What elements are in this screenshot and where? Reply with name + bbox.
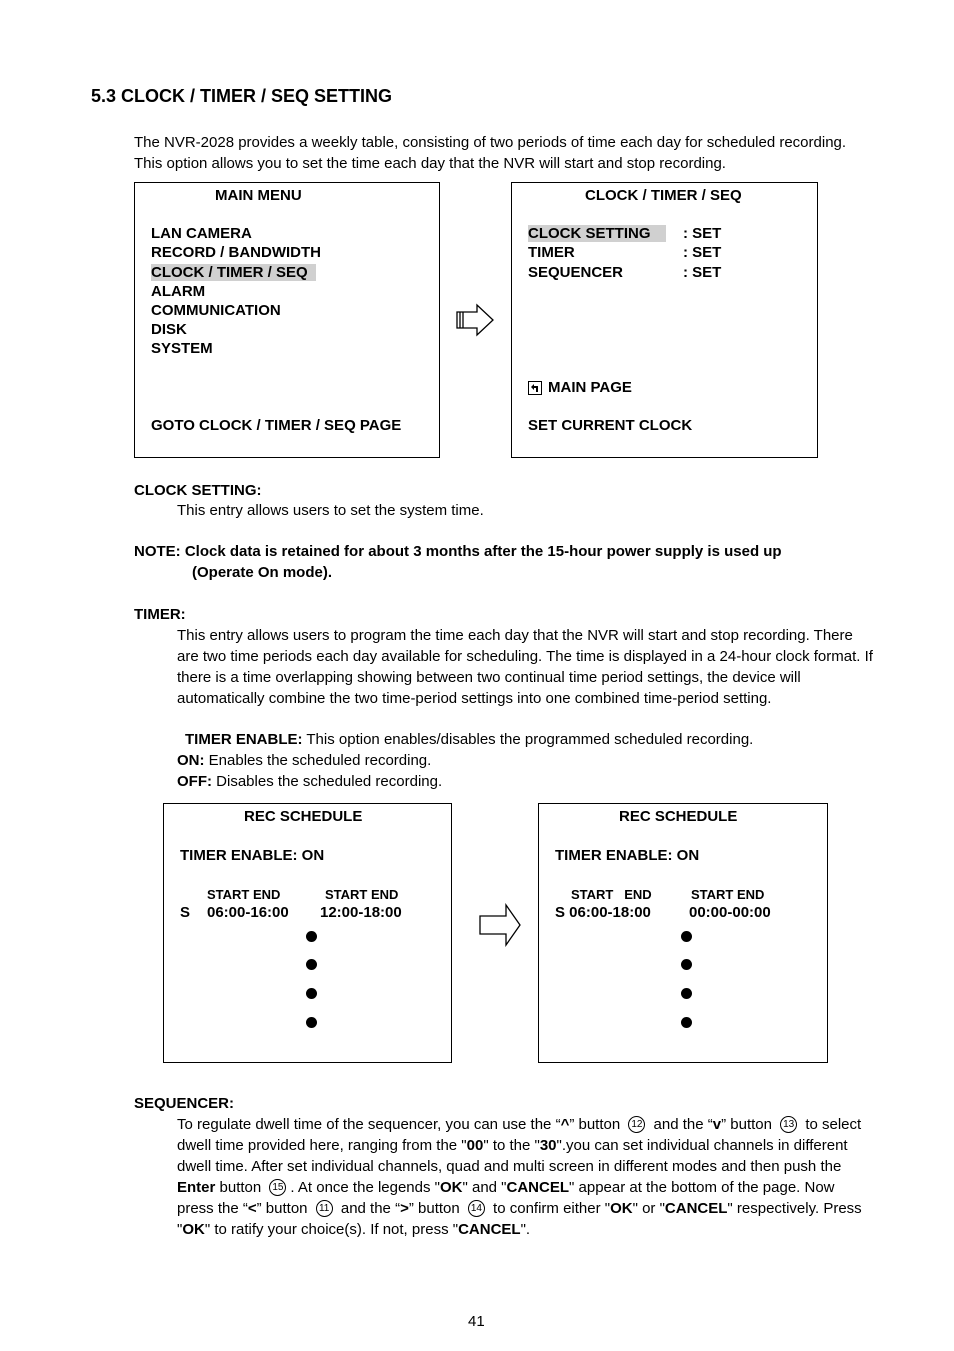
timer-off-line bbox=[177, 771, 442, 792]
main-menu-title: MAIN MENU bbox=[215, 187, 302, 204]
ellipsis-dot bbox=[681, 988, 692, 999]
seq-text: " to the " bbox=[483, 1137, 540, 1154]
button-number-badge: 12 bbox=[628, 1116, 645, 1133]
seq-value-00: 00 bbox=[466, 1137, 484, 1154]
seq-up-key: ^ bbox=[560, 1116, 570, 1133]
period1-header: START END bbox=[207, 887, 281, 902]
seq-right-key: > bbox=[400, 1200, 409, 1217]
ellipsis-dot bbox=[681, 931, 692, 942]
timer-on-line bbox=[177, 750, 431, 771]
menu-item-clock-timer-seq[interactable]: CLOCK / TIMER / SEQ bbox=[151, 264, 316, 281]
seq-text: " to ratify your choice(s). If not, press " bbox=[204, 1221, 459, 1238]
period2-value[interactable]: 12:00-18:00 bbox=[320, 904, 402, 921]
clock-menu-footer: SET CURRENT CLOCK bbox=[528, 417, 693, 434]
menu-item-alarm[interactable]: ALARM bbox=[151, 283, 206, 300]
right-arrow-icon bbox=[478, 903, 522, 947]
seq-down-key: v bbox=[712, 1116, 722, 1133]
seq-text: " and " bbox=[462, 1179, 507, 1196]
timer-heading: TIMER: bbox=[134, 606, 186, 623]
button-number-badge: 11 bbox=[316, 1200, 333, 1217]
seq-cancel: CANCEL bbox=[458, 1221, 521, 1238]
sequencer-paragraph bbox=[177, 1114, 867, 1240]
clock-timer-seq-box bbox=[511, 182, 818, 458]
main-menu-box bbox=[134, 182, 440, 458]
return-icon bbox=[528, 381, 542, 395]
seq-text: ".you can set individual channels in different dwell time. After set individual channels, quad and multi screen in different modes and then push the bbox=[177, 1137, 848, 1175]
period2-header: START END bbox=[691, 887, 765, 902]
timer-off-text: Disables the scheduled recording. bbox=[212, 773, 443, 790]
timer-on-text: Enables the scheduled recording. bbox=[204, 752, 432, 769]
seq-ok: OK bbox=[182, 1221, 205, 1238]
ellipsis-dot bbox=[306, 1017, 317, 1028]
menu-item-record-bandwidth[interactable]: RECORD / BANDWIDTH bbox=[151, 244, 321, 261]
seq-ok: OK bbox=[610, 1200, 633, 1217]
right-arrow-icon bbox=[455, 302, 495, 338]
rec-schedule-title: REC SCHEDULE bbox=[244, 808, 363, 825]
seq-text: " respectively. Press " bbox=[177, 1200, 862, 1238]
seq-ok: OK bbox=[440, 1179, 463, 1196]
note-line-1: NOTE: Clock data is retained for about 3 months after the 15-hour power supply is used up bbox=[134, 543, 782, 560]
menu-item-lan-camera[interactable]: LAN CAMERA bbox=[151, 225, 252, 242]
ellipsis-dot bbox=[306, 931, 317, 942]
rec-schedule-title: REC SCHEDULE bbox=[619, 808, 738, 825]
seq-text: ". bbox=[520, 1221, 531, 1238]
seq-enter-key: Enter bbox=[177, 1179, 216, 1196]
rec-schedule-box-after bbox=[538, 803, 828, 1063]
seq-text: and the “ bbox=[649, 1116, 713, 1133]
menu-item-system[interactable]: SYSTEM bbox=[151, 340, 213, 357]
period1-header: START END bbox=[571, 887, 652, 902]
timer-enable-line bbox=[185, 729, 753, 750]
timer-off-label: OFF: bbox=[177, 773, 212, 790]
seq-left-key: < bbox=[247, 1200, 257, 1217]
seq-value-30: 30 bbox=[539, 1137, 557, 1154]
clock-setting-item[interactable]: CLOCK SETTING bbox=[528, 225, 666, 242]
period2-value[interactable]: 00:00-00:00 bbox=[689, 904, 771, 921]
timer-value: : SET bbox=[683, 244, 722, 261]
button-number-badge: 13 bbox=[780, 1116, 797, 1133]
seq-text: ” button bbox=[721, 1116, 777, 1133]
timer-item[interactable]: TIMER bbox=[528, 244, 575, 261]
page-number: 41 bbox=[468, 1313, 485, 1330]
seq-text: " appear at the bottom of the page. Now press the “ bbox=[177, 1179, 835, 1217]
seq-text: and the “ bbox=[336, 1200, 401, 1217]
clock-setting-text: This entry allows users to set the system time. bbox=[177, 502, 484, 519]
button-number-badge: 15 bbox=[269, 1179, 286, 1196]
clock-setting-heading: CLOCK SETTING: bbox=[134, 482, 262, 499]
period2-header: START END bbox=[325, 887, 399, 902]
seq-cancel: CANCEL bbox=[506, 1179, 570, 1196]
rec-schedule-box-before bbox=[163, 803, 452, 1063]
seq-text: ” button bbox=[408, 1200, 464, 1217]
ellipsis-dot bbox=[681, 959, 692, 970]
main-page-link[interactable]: MAIN PAGE bbox=[548, 379, 632, 396]
timer-enable-status[interactable]: TIMER ENABLE: ON bbox=[180, 847, 325, 864]
period1-value[interactable]: 06:00-16:00 bbox=[207, 904, 289, 921]
note-line-2: (Operate On mode). bbox=[192, 564, 333, 581]
seq-text: button bbox=[215, 1179, 266, 1196]
seq-text: to select dwell time provided here, ranging from the " bbox=[177, 1116, 862, 1154]
menu-item-disk[interactable]: DISK bbox=[151, 321, 187, 338]
sequencer-value: : SET bbox=[683, 264, 722, 281]
seq-text: . At once the legends " bbox=[290, 1179, 440, 1196]
day-label: S bbox=[180, 904, 191, 921]
ellipsis-dot bbox=[306, 988, 317, 999]
timer-enable-label: TIMER ENABLE: bbox=[185, 731, 303, 748]
seq-text: " or " bbox=[632, 1200, 665, 1217]
sequencer-item[interactable]: SEQUENCER bbox=[528, 264, 624, 281]
timer-enable-text: This option enables/disables the programmed scheduled recording. bbox=[302, 731, 754, 748]
clock-menu-title: CLOCK / TIMER / SEQ bbox=[585, 187, 742, 204]
intro-paragraph: The NVR-2028 provides a weekly table, consisting of two periods of time each day for scheduled recording. This option allows you to set the time each day that the NVR will start and stop recording. bbox=[134, 134, 847, 172]
timer-enable-status[interactable]: TIMER ENABLE: ON bbox=[555, 847, 700, 864]
period1-value[interactable]: S 06:00-18:00 bbox=[555, 904, 651, 921]
sequencer-heading: SEQUENCER: bbox=[134, 1095, 235, 1112]
button-number-badge: 14 bbox=[468, 1200, 485, 1217]
timer-paragraph: This entry allows users to program the time each day that the NVR will start and stop recording. There are two time periods each day available for scheduling. The time is displayed in a 24-hour clock format. If there is a time overlapping showing between two continual time period settings, the device will automatically combine the two time-period settings into one combined time-period setting. bbox=[177, 627, 873, 707]
main-menu-footer: GOTO CLOCK / TIMER / SEQ PAGE bbox=[151, 417, 402, 434]
ellipsis-dot bbox=[306, 959, 317, 970]
seq-text: to confirm either " bbox=[488, 1200, 611, 1217]
seq-cancel: CANCEL bbox=[664, 1200, 728, 1217]
ellipsis-dot bbox=[681, 1017, 692, 1028]
seq-text: ” button bbox=[256, 1200, 312, 1217]
section-title: 5.3 CLOCK / TIMER / SEQ SETTING bbox=[91, 86, 393, 106]
timer-on-label: ON: bbox=[177, 752, 205, 769]
clock-setting-value: : SET bbox=[683, 225, 722, 242]
menu-item-communication[interactable]: COMMUNICATION bbox=[151, 302, 281, 319]
seq-text: To regulate dwell time of the sequencer, you can use the “ bbox=[177, 1116, 561, 1133]
seq-text: ” button bbox=[569, 1116, 625, 1133]
